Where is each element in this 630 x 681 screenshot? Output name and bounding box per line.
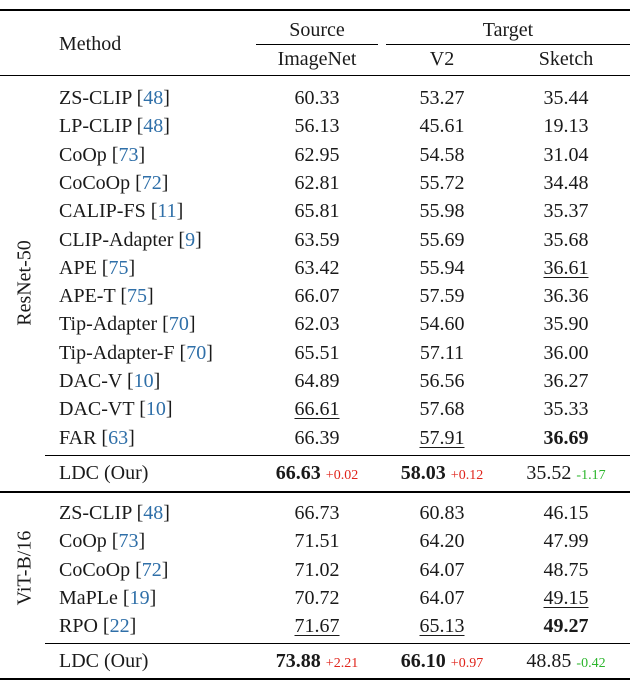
method-label: ZS-CLIP — [59, 87, 132, 109]
score-value: 63.42 — [294, 256, 340, 279]
score-value: 36.00 — [543, 341, 589, 364]
score-cell — [252, 86, 382, 110]
score-value: 65.81 — [294, 200, 340, 223]
ours-score-value: 58.03 — [400, 462, 446, 484]
method-label: CALIP-FS — [59, 200, 146, 223]
ours-score-delta: +0.12 — [450, 468, 484, 483]
score-cell — [502, 614, 630, 638]
ours-score-cell — [252, 461, 382, 488]
score-cell — [382, 143, 502, 167]
method-label: Tip-Adapter-F — [59, 341, 175, 364]
score-value: 36.69 — [543, 426, 589, 449]
score-value: 34.48 — [543, 171, 589, 194]
method-label: CoOp — [59, 143, 107, 166]
ours-score-delta: +0.97 — [450, 656, 484, 671]
score-cell — [502, 256, 630, 280]
score-cell — [502, 228, 630, 252]
header-method: Method — [59, 33, 122, 55]
score-value: 35.37 — [543, 200, 589, 223]
ours-score-value: 73.88 — [275, 650, 321, 672]
score-cell — [502, 529, 630, 553]
score-cell — [382, 171, 502, 195]
score-cell — [382, 558, 502, 582]
score-value: 57.11 — [419, 341, 465, 364]
score-value: 55.98 — [419, 200, 465, 223]
citation-ref: 48 — [143, 87, 164, 109]
score-value: 62.95 — [294, 143, 340, 166]
score-value: 35.68 — [543, 228, 589, 251]
method-label: DAC-V — [59, 370, 122, 392]
method-name: APE-T [75] — [59, 285, 154, 308]
score-value: 55.69 — [419, 228, 465, 251]
score-cell — [252, 614, 382, 638]
method-label: DAC-VT — [59, 398, 135, 421]
citation-ref: 19 — [129, 586, 150, 609]
citation-ref: 72 — [141, 558, 162, 581]
score-value: 64.07 — [419, 586, 465, 609]
score-cell — [502, 284, 630, 308]
header-source: Source — [289, 19, 345, 41]
score-cell — [252, 228, 382, 252]
score-value: 47.99 — [543, 530, 589, 553]
score-value: 66.39 — [294, 426, 340, 449]
method-name: DAC-VT [10] — [59, 398, 173, 421]
score-value: 66.61 — [294, 398, 340, 421]
score-cell — [502, 426, 630, 450]
ours-method-name: LDC (Our) — [59, 462, 149, 484]
score-cell — [382, 312, 502, 336]
citation-ref: 75 — [126, 285, 147, 308]
score-value: 71.02 — [294, 558, 340, 581]
score-cell — [502, 143, 630, 167]
score-value: 31.04 — [543, 143, 589, 166]
ours-score-value: 35.52 — [526, 462, 572, 484]
method-name: Tip-Adapter-F [70] — [59, 341, 213, 364]
method-name: CLIP-Adapter [9] — [59, 228, 202, 251]
header-v2: V2 — [429, 48, 455, 70]
score-value: 71.51 — [294, 530, 340, 553]
citation-ref: 22 — [109, 615, 130, 638]
score-value: 35.90 — [543, 313, 589, 336]
method-name: CoCoOp [72] — [59, 171, 169, 194]
citation-ref: 75 — [108, 256, 129, 279]
score-cell — [502, 558, 630, 582]
score-value: 70.72 — [294, 586, 340, 609]
score-cell — [382, 529, 502, 553]
method-label: CoCoOp — [59, 558, 131, 581]
score-cell — [252, 369, 382, 393]
score-cell — [252, 114, 382, 138]
score-value: 54.58 — [419, 143, 465, 166]
score-cell — [382, 341, 502, 365]
score-value: 60.83 — [419, 502, 465, 524]
score-cell — [252, 586, 382, 610]
ours-score-value: 66.10 — [400, 650, 446, 672]
method-label: MaPLe — [59, 586, 118, 609]
score-cell — [502, 397, 630, 421]
method-name: LP-CLIP [48] — [59, 115, 170, 138]
score-value: 35.44 — [543, 87, 589, 109]
score-value: 64.20 — [419, 530, 465, 553]
ours-score-value: 66.63 — [275, 462, 321, 484]
method-name: ZS-CLIP [48] — [59, 502, 170, 524]
score-cell — [252, 256, 382, 280]
resnet-ours-rule — [45, 455, 630, 456]
score-value: 36.36 — [543, 285, 589, 308]
score-value: 45.61 — [419, 115, 465, 138]
method-name: RPO [22] — [59, 615, 137, 638]
method-name: Tip-Adapter [70] — [59, 313, 196, 336]
group-separator-rule — [0, 491, 630, 493]
score-value: 71.67 — [294, 615, 340, 638]
score-value: 54.60 — [419, 313, 465, 336]
score-value: 63.59 — [294, 228, 340, 251]
score-cell — [252, 199, 382, 223]
score-cell — [382, 86, 502, 110]
score-cell — [252, 397, 382, 421]
method-label: CLIP-Adapter — [59, 228, 174, 251]
score-value: 49.15 — [543, 586, 589, 609]
citation-ref: 9 — [185, 228, 196, 251]
score-cell — [502, 312, 630, 336]
citation-ref: 11 — [157, 200, 177, 223]
ours-score-value: 48.85 — [526, 650, 572, 672]
top-rule — [0, 9, 630, 11]
score-value: 55.94 — [419, 256, 465, 279]
score-cell — [382, 256, 502, 280]
method-name: MaPLe [19] — [59, 586, 157, 609]
score-value: 35.33 — [543, 398, 589, 421]
score-cell — [502, 369, 630, 393]
score-cell — [502, 199, 630, 223]
ours-score-delta: +2.21 — [325, 656, 359, 671]
method-label: ZS-CLIP — [59, 502, 132, 524]
score-value: 46.15 — [543, 502, 589, 524]
ours-score-cell — [382, 649, 502, 676]
score-cell — [382, 114, 502, 138]
score-cell — [252, 426, 382, 450]
score-cell — [252, 284, 382, 308]
group-label-vitb16: ViT-B/16 — [13, 530, 36, 606]
score-value: 62.81 — [294, 171, 340, 194]
method-name: CoCoOp [72] — [59, 558, 169, 581]
ours-method-name: LDC (Our) — [59, 650, 149, 672]
score-cell — [502, 171, 630, 195]
ours-score-cell — [252, 649, 382, 676]
score-cell — [502, 114, 630, 138]
source-underline — [256, 44, 378, 45]
score-cell — [382, 501, 502, 525]
score-cell — [382, 426, 502, 450]
method-label: FAR — [59, 426, 97, 449]
method-name: ZS-CLIP [48] — [59, 87, 170, 109]
score-value: 65.13 — [419, 615, 465, 638]
score-cell — [252, 341, 382, 365]
bottom-rule — [0, 678, 630, 680]
score-value: 66.73 — [294, 502, 340, 524]
method-name: CoOp [73] — [59, 143, 146, 166]
score-cell — [382, 614, 502, 638]
citation-ref: 70 — [168, 313, 189, 336]
method-name: CoOp [73] — [59, 530, 146, 553]
score-cell — [382, 284, 502, 308]
score-value: 62.03 — [294, 313, 340, 336]
header-rule — [0, 75, 630, 76]
score-value: 60.33 — [294, 87, 340, 109]
score-value: 56.56 — [419, 370, 465, 392]
citation-ref: 72 — [141, 171, 162, 194]
score-value: 56.13 — [294, 115, 340, 138]
score-cell — [252, 529, 382, 553]
header-target: Target — [482, 19, 534, 41]
score-cell — [502, 586, 630, 610]
header-sketch: Sketch — [538, 48, 594, 70]
score-value: 49.27 — [543, 615, 589, 638]
score-cell — [382, 369, 502, 393]
method-name: APE [75] — [59, 256, 136, 279]
ours-score-cell — [502, 461, 630, 488]
score-value: 57.68 — [419, 398, 465, 421]
method-label: LP-CLIP — [59, 115, 132, 138]
score-value: 48.75 — [543, 558, 589, 581]
score-cell — [252, 312, 382, 336]
score-cell — [252, 171, 382, 195]
score-cell — [252, 558, 382, 582]
target-underline — [386, 44, 630, 45]
method-name: CALIP-FS [11] — [59, 200, 184, 223]
ours-score-delta: -1.17 — [576, 468, 606, 483]
method-name: FAR [63] — [59, 426, 135, 449]
method-label: CoCoOp — [59, 171, 131, 194]
score-cell — [502, 86, 630, 110]
citation-ref: 70 — [186, 341, 207, 364]
score-cell — [252, 143, 382, 167]
citation-ref: 63 — [108, 426, 129, 449]
score-value: 36.27 — [543, 370, 589, 392]
ours-score-delta: +0.02 — [325, 468, 359, 483]
method-label: APE-T — [59, 285, 116, 308]
score-cell — [502, 501, 630, 525]
citation-ref: 48 — [143, 115, 164, 138]
citation-ref: 10 — [133, 370, 154, 392]
score-value: 57.59 — [419, 285, 465, 308]
score-value: 65.51 — [294, 341, 340, 364]
citation-ref: 10 — [145, 398, 166, 421]
ours-score-cell — [382, 461, 502, 488]
score-cell — [252, 501, 382, 525]
method-label: RPO — [59, 615, 98, 638]
score-cell — [502, 341, 630, 365]
citation-ref: 48 — [143, 502, 164, 524]
citation-ref: 73 — [118, 530, 139, 553]
score-value: 53.27 — [419, 87, 465, 109]
ours-score-cell — [502, 649, 630, 676]
citation-ref: 73 — [118, 143, 139, 166]
score-value: 19.13 — [543, 115, 589, 138]
method-label: APE — [59, 256, 97, 279]
ours-score-delta: -0.42 — [576, 656, 606, 671]
score-cell — [382, 199, 502, 223]
group-label-resnet50: ResNet-50 — [13, 240, 36, 326]
vit-ours-rule — [45, 643, 630, 644]
method-label: CoOp — [59, 530, 107, 553]
method-name: DAC-V [10] — [59, 370, 161, 392]
method-label: Tip-Adapter — [59, 313, 158, 336]
score-value: 64.89 — [294, 370, 340, 392]
score-value: 57.91 — [419, 426, 465, 449]
score-value: 66.07 — [294, 285, 340, 308]
header-imagenet: ImageNet — [277, 48, 357, 70]
score-cell — [382, 586, 502, 610]
score-cell — [382, 397, 502, 421]
score-value: 36.61 — [543, 256, 589, 279]
score-cell — [382, 228, 502, 252]
score-value: 55.72 — [419, 171, 465, 194]
score-value: 64.07 — [419, 558, 465, 581]
